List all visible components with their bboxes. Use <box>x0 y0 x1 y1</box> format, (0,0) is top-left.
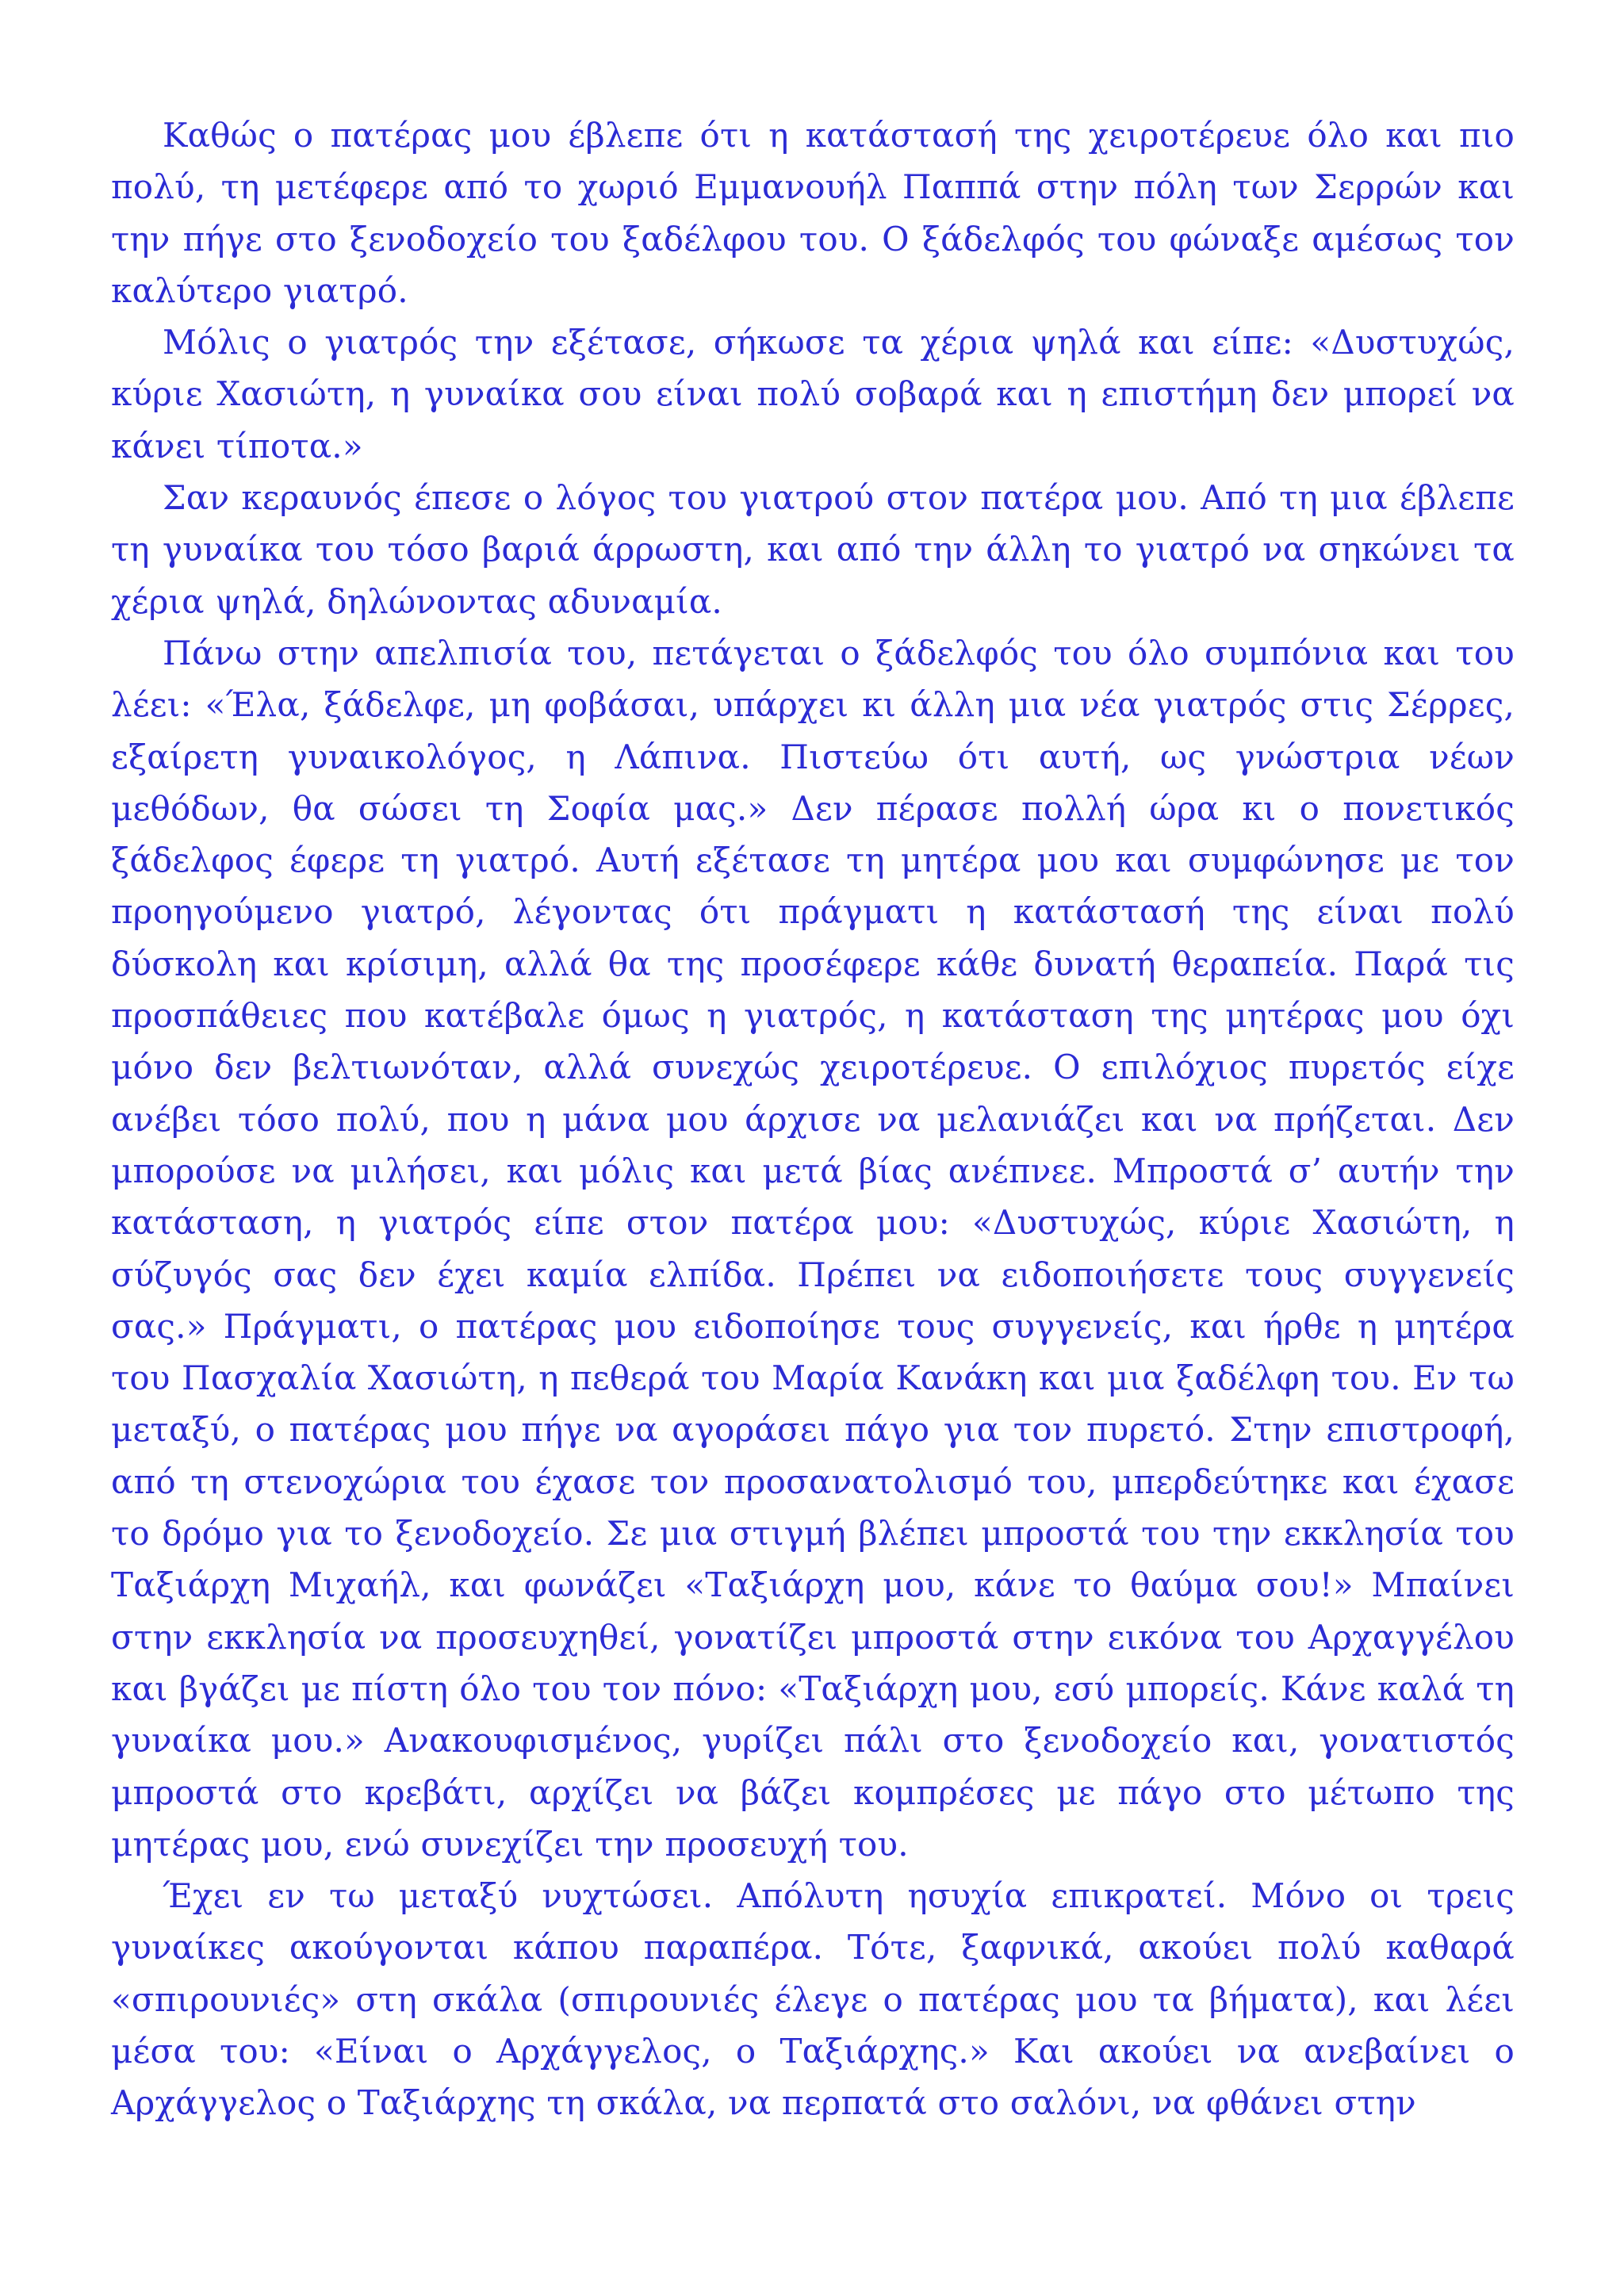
paragraph-4: Πάνω στην απελπισία του, πετάγεται ο ξάδελφός του όλο συμπόνια και του λέει: «Έλα, ξάδελφε, μη φοβάσαι, υπάρχει κι άλλη μια νέα γιατρός στις Σέρρες, εξαίρετη γυναικολόγος, η Λάπινα. Πιστεύω ότι αυτή, ως γνώστρια νέων μεθόδων, θα σώσει τη Σοφία μας.» Δεν πέρασε πολλή ώρα κι ο πονετικός ξάδελφος έφερε τη γιατρό. Αυτή εξέτασε τη μητέρα μου και συμφώνησε με τον προηγούμενο γιατρό, λέγοντας ότι πράγματι η κατάστασή της είναι πολύ δύσκολη και κρίσιμη, αλλά θα της προσέφερε κάθε δυνατή θεραπεία. Παρά τις προσπάθειες που κατέβαλε όμως η γιατρός, η κατάσταση της μητέρας μου όχι μόνο δεν βελτιωνόταν, αλλά συνεχώς χειροτέρευε. Ο επιλόχιος πυρετός είχε ανέβει τόσο πολύ, που η μάνα μου άρχισε να μελανιάζει και να πρήζεται. Δεν μπορούσε να μιλήσει, και μόλις και μετά βίας ανέπνεε. Μπροστά σ’ αυτήν την κατάσταση, η γιατρός είπε στον πατέρα μου: «Δυστυχώς, κύριε Χασιώτη, η σύζυγός σας δεν έχει καμία ελπίδα. Πρέπει να ειδοποιήσετε τους συγγενείς σας.» Πράγματι, ο πατέρας μου ειδοποίησε τους συγγενείς, και ήρθε η μητέρα του Πασχαλία Χασιώτη, η πεθερά του Μαρία Κανάκη και μια ξαδέλφη του. Εν τω μεταξύ, ο πατέρας μου πήγε να αγοράσει πάγο για τον πυρετό. Στην επιστροφή, από τη στενοχώρια του έχασε τον προσανατολισμό του, μπερδεύτηκε και έχασε το δρόμο για το ξενοδοχείο. Σε μια στιγμή βλέπει μπροστά του την εκκλησία του Ταξιάρχη Μιχαήλ, και φωνάζει «Ταξιάρχη μου, κάνε το θαύμα σου!» Μπαίνει στην εκκλησία να προσευχηθεί, γονατίζει μπροστά στην εικόνα του Αρχαγγέλου και βγάζει με πίστη όλο του τον πόνο: «Ταξιάρχη μου, εσύ μπορείς. Κάνε καλά τη γυναίκα μου.» Ανακουφισμένος, γυρίζει πάλι στο ξενοδοχείο και, γονατιστός μπροστά στο κρεβάτι, αρχίζει να βάζει κομπρέσες με πάγο στο μέτωπο της μητέρας μου, ενώ συνεχίζει την προσευχή του. <box>111 633 1515 1864</box>
paragraph-5: Έχει εν τω μεταξύ νυχτώσει. Απόλυτη ησυχία επικρατεί. Μόνο οι τρεις γυναίκες ακούγονται κάπου παραπέρα. Τότε, ξαφνικά, ακούει πολύ καθαρά «σπιρουνιές» στη σκάλα (σπιρουνιές έλεγε ο πατέρας μου τα βήματα), και λέει μέσα του: «Είναι ο Αρχάγγελος, ο Ταξιάρχης.» Και ακούει να ανεβαίνει ο Αρχάγγελος ο Ταξιάρχης τη σκάλα, να περπατά στο σαλόνι, να φθάνει στην <box>111 1876 1515 2123</box>
paragraph-2: Μόλις ο γιατρός την εξέτασε, σήκωσε τα χέρια ψηλά και είπε: «Δυστυχώς, κύριε Χασιώτη, η γυναίκα σου είναι πολύ σοβαρά και η επιστήμη δεν μπορεί να κάνει τίποτα.» <box>111 323 1515 466</box>
document-page <box>111 109 1515 2129</box>
paragraph-3: Σαν κεραυνός έπεσε ο λόγος του γιατρού στον πατέρα μου. Από τη μια έβλεπε τη γυναίκα του τόσο βαριά άρρωστη, και από την άλλη το γιατρό να σηκώνει τα χέρια ψηλά, δηλώνοντας αδυναμία. <box>111 478 1515 621</box>
paragraph-1: Καθώς ο πατέρας μου έβλεπε ότι η κατάστασή της χειροτέρευε όλο και πιο πολύ, τη μετέφερε από το χωριό Εμμανουήλ Παππά στην πόλη των Σερρών και την πήγε στο ξενοδοχείο του ξαδέλφου του. Ο ξάδελφός του φώναξε αμέσως τον καλύτερο γιατρό. <box>111 116 1515 310</box>
